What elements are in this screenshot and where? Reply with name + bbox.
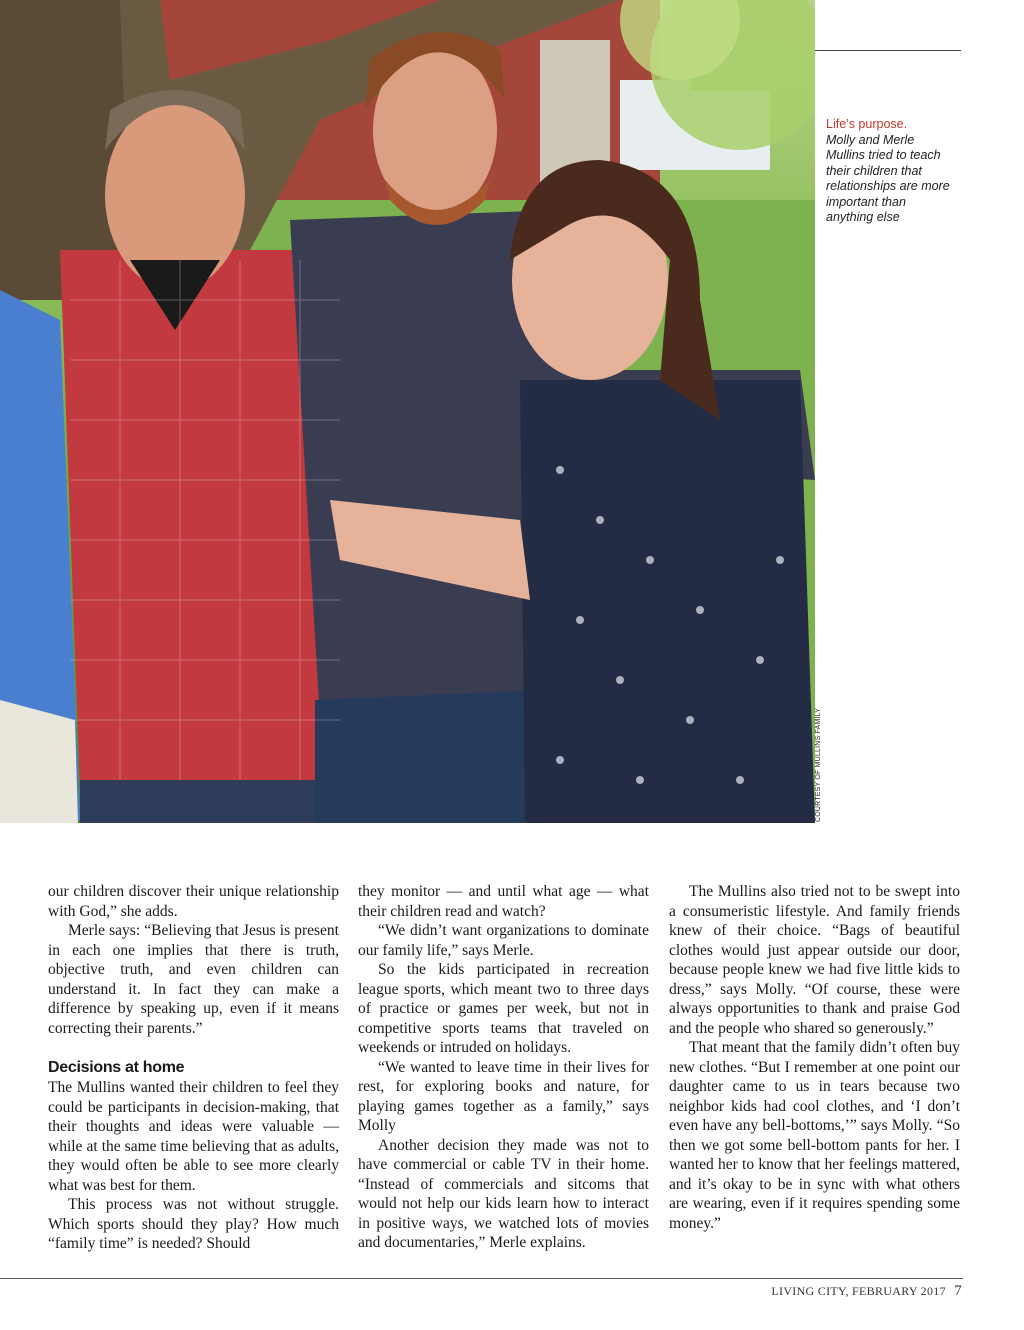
article-paragraph: The Mullins also tried not to be swept into a consumeristic lifestyle. And family friends knew of their choice. “Bags of beautiful clothes would just appear outside our door, because people knew we had five little kids to dress,” says Molly. “Of course, these were always opportunities to thank and praise God and the people who shared so generously.” bbox=[669, 883, 960, 1037]
photo-credit: COURTESY OF MULLINS FAMILY bbox=[815, 707, 822, 822]
caption-rule bbox=[815, 50, 961, 51]
article-paragraph: The Mullins wanted their children to feel they could be participants in decision-making, that their thoughts and ideas were valuable — while at the same time believing that as adults, they would often be able to see more clearly what was best for them. bbox=[48, 1079, 339, 1194]
family-photo bbox=[0, 0, 815, 823]
article-column-2 bbox=[358, 882, 649, 1253]
article-paragraph: This process was not without struggle. Which sports should they play? How much “family time” is needed? Should bbox=[48, 1196, 339, 1252]
caption-text: Molly and Merle Mullins tried to teach their children that relationships are more important than anything else bbox=[826, 132, 950, 224]
article-paragraph: our children discover their unique relationship with God,” she adds. bbox=[48, 883, 339, 920]
article-paragraph: That meant that the family didn’t often buy new clothes. “But I remember at one point our daughter came to us in tears because two neighbor kids had cool clothes, and ‘I don’t even have any bell-bottoms,’” says Molly. “So then we got some bell-bottom pants for her. I wanted her to know that her feelings mattered, and it’s okay to be in sync with what others are wearing, even if it requires spending some money.” bbox=[669, 1039, 960, 1232]
footer-rule bbox=[0, 1278, 963, 1279]
article-paragraph: “We didn’t want organizations to dominate our family life,” says Merle. bbox=[358, 922, 649, 959]
page-footer bbox=[771, 1283, 962, 1300]
article-paragraph: So the kids participated in recreation league sports, which meant two to three days of practice or games per week, but not in competitive sports teams that traveled on weekends or intruded on holidays. bbox=[358, 961, 649, 1056]
article-column-3 bbox=[669, 882, 960, 1233]
article-column-1 bbox=[48, 882, 339, 1254]
article-paragraph: Another decision they made was not to have commercial or cable TV in their home. “Instead of commercials and sitcoms that would not help our kids learn how to interact in positive ways, we watched lots of movies and documentaries,” Merle explains. bbox=[358, 1136, 649, 1251]
caption-title: Life’s purpose. bbox=[826, 117, 908, 131]
photo-caption bbox=[826, 117, 956, 226]
page-number: 7 bbox=[954, 1283, 962, 1299]
section-heading: Decisions at home bbox=[48, 1059, 185, 1076]
article-paragraph: “We wanted to leave time in their lives for rest, for exploring books and nature, for playing games together as a family,” says Molly bbox=[358, 1058, 649, 1134]
publication-name: LIVING CITY, FEBRUARY 2017 bbox=[771, 1284, 946, 1298]
article-paragraph: they monitor — and until what age — what their children read and watch? bbox=[358, 883, 649, 920]
article-paragraph: Merle says: “Believing that Jesus is present in each one implies that there is truth, objective truth, and even children can understand it. In fact they can make a difference by speaking up, even if it means correcting their parents.” bbox=[48, 922, 339, 1037]
photo-illustration bbox=[0, 0, 815, 823]
